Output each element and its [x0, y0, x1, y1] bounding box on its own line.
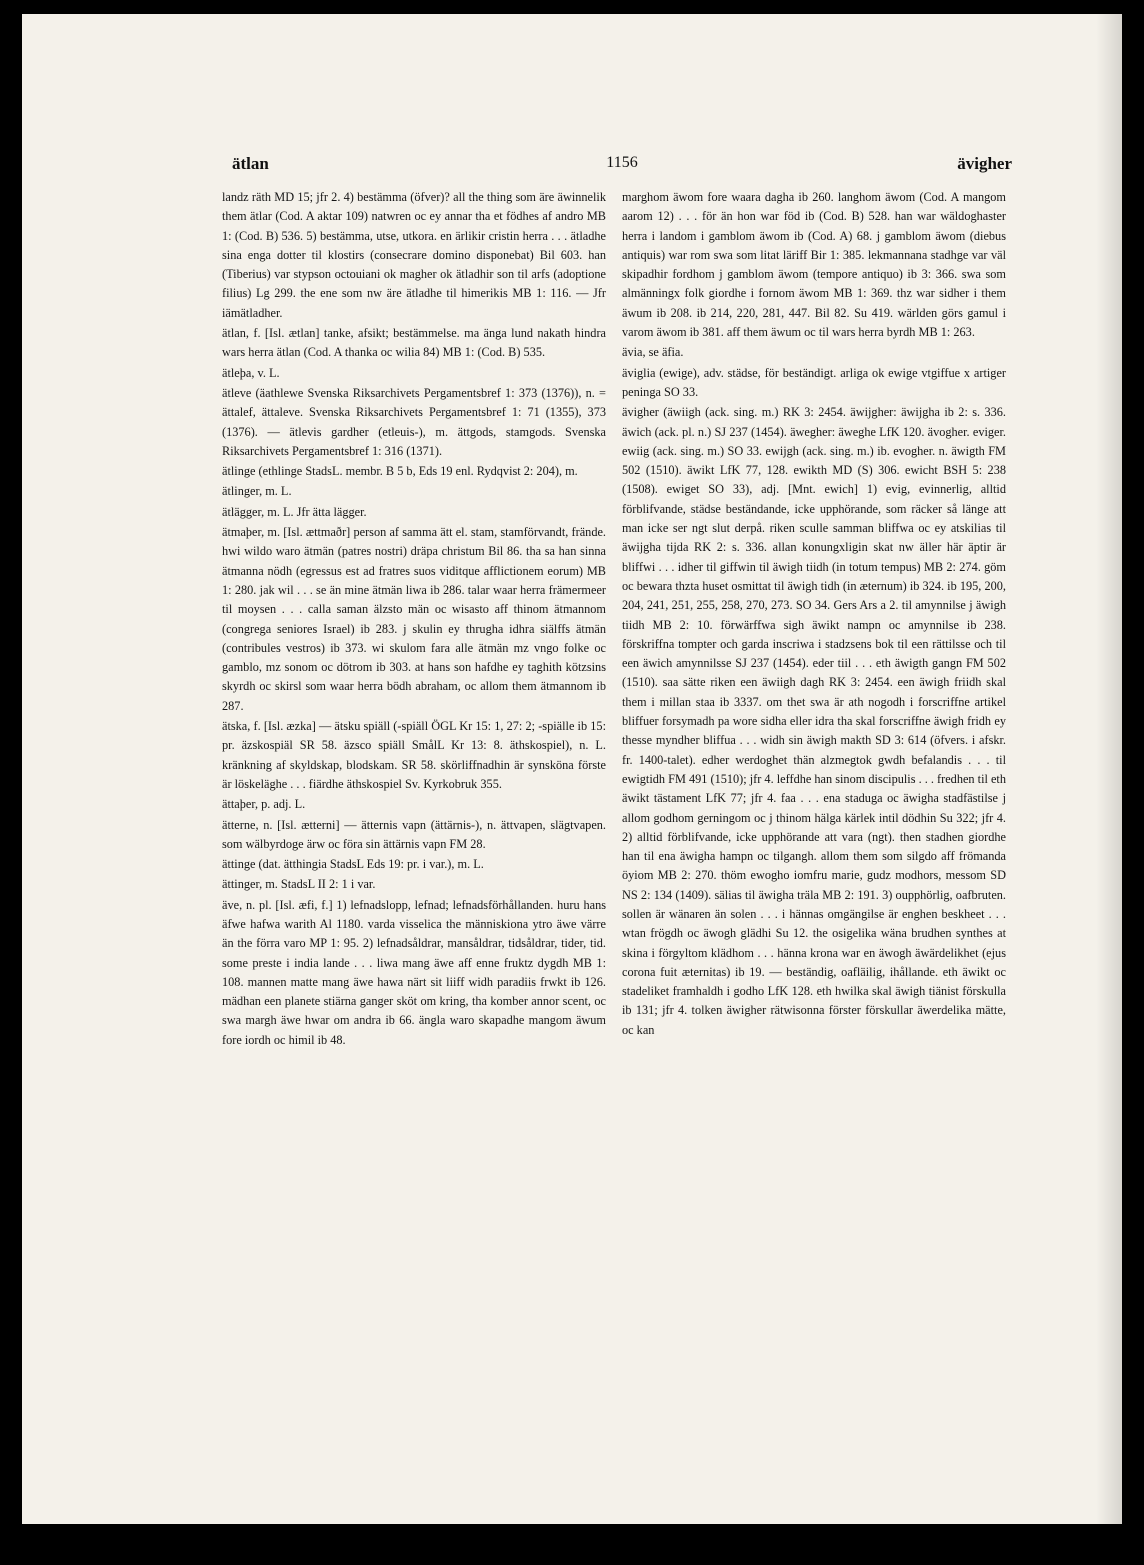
entry-paragraph: äviglia (ewige), adv. städse, för beständigt. arliga ok ewige vtgiffue x artiger peninga SO 33.	[622, 365, 1006, 399]
running-header	[232, 154, 1012, 178]
entry-paragraph: äve, n. pl. [Isl. æfi, f.] 1) lefnadslopp, lefnad; lefnadsförhållanden. huru hans äfwe hafwa warith Al 1180. varda visselica the människiona ytro äwe värre än the förra varo MP 1: 95. 2) lefnadsåldrar, mansåldrar, tidsåldrar, tider, tid. some preste i india lande . . . liwa mang äwe aff enne fruktz dygdh MB 1: 108. mannen matte mang äwe hawa närt sit liiff widh paradiis frwkt ib 126. mädhan een planete stiärna ganger sköt om kring, tha komber annor scent, oc swa margh äwe hwar om andra ib 66. ängla waro skapadhe mangom äwum fore iordh oc himil ib 48.	[222, 897, 606, 1047]
left-column	[222, 188, 606, 1050]
entry-paragraph: ätleþa, v. L.	[222, 365, 280, 380]
entry-paragraph: ätleve (äathlewe Svenska Riksarchivets Pergamentsbref 1: 373 (1376)), n. = ättalef, ättaleve. Svenska Riksarchivets Pergamentsbref 1: 71 (1355), 373 (1376). — ätlevis gardher (etleuis-), m. ättgods, stamgods. Svenska Riksarchivets Pergamentsbref 1: 316 (1371).	[222, 385, 606, 458]
entry-paragraph: ättinge (dat. ätthingia StadsL Eds 19: pr. i var.), m. L.	[222, 857, 484, 872]
page-number: 1156	[606, 154, 638, 171]
entry-paragraph: marghom äwom fore waara dagha ib 260. langhom äwom (Cod. A mangom aarom 12) . . . för än hon war föd ib (Cod. B) 528. han war wäldoghaster herra i landom i gamblom äwom ib (Cod. A) 68. j gamblom äwom (diebus antiquis) war rom swa som litat läriff Bir 1: 385. lekmannana stadhge var väl skipadhir fordhom j gamblom äwom (tempore antiquo) ib 3: 366. swa som almänningx folk giordhe i fornom äwom MB 1: 369. thz war sidher i them äwum ib 208. ib 214, 220, 281, 447. Bil 82. Su 419. wärlden görs gamul i varom äwom ib 381. aff them äwum oc til wars herra byrdh MB 1: 263.	[622, 190, 1006, 340]
header-left-word: ätlan	[232, 154, 269, 173]
entry-paragraph: ävia, se äfia.	[622, 345, 684, 360]
entry-paragraph: landz räth MD 15; jfr 2. 4) bestämma (öfver)? all the thing som äre äwinnelik them ätlar (Cod. A aktar 109) natwren oc ey annar tha et födhes af andro MB 1: (Cod. B) 536. 5) bestämma, utse, utkora. en ärlikir cristin herra . . . ätladhe sina enga dotter til klostirs (consecrare domino disponebat) Bil 603. han (Tiberius) var stypson octouiani ok magher ok ätladhir son til arfs (adoptione filius) Lg 299. the ene som nw äre ätladhe til himerikis MB 1: 116. — Jfr iämätladher.	[222, 190, 606, 320]
entry-paragraph: ätlinger, m. L.	[222, 484, 292, 499]
entry-paragraph: ättaþer, p. adj. L.	[222, 797, 306, 812]
binding-shadow	[1096, 14, 1122, 1524]
dictionary-page	[22, 14, 1122, 1524]
entry-paragraph: ätterne, n. [Isl. ætterni] — ätternis vapn (ättärnis-), n. ättvapen, slägtvapen. som wälbyrdoge ärw oc föra sin ättärnis vapn FM 28.	[222, 817, 606, 851]
entry-paragraph: ättinger, m. StadsL II 2: 1 i var.	[222, 877, 376, 892]
entry-paragraph: ätlägger, m. L. Jfr ätta lägger.	[222, 504, 367, 519]
right-column	[622, 188, 1006, 1040]
entry-paragraph: ätlan, f. [Isl. ætlan] tanke, afsikt; bestämmelse. ma änga lund nakath hindra wars herra ätlan (Cod. A thanka oc wilia 84) MB 1: (Cod. B) 535.	[222, 326, 606, 360]
entry-paragraph: ävigher (äwiigh (ack. sing. m.) RK 3: 2454. äwijgher: äwijgha ib 2: s. 336. äwich (ack. pl. n.) SJ 237 (1454). äwegher: äweghe LfK 120. ävogher. eviger. ewiig (ack. sing. m.) SO 33. ewijgh (ack. sing. m.) ib. evogher. n. äwigth FM 502 (1510). äwikt LfK 77, 128. ewikth MD (S) 306. ewicht BSH 5: 238 (1508). ewiget SO 33), adj. [Mnt. ewich] 1) evig, evinnerlig, alltid förblifvande, städse beständande, icke upphörande, som räcker så länge att man icke ser ngt slut derpå. riken sculle samman bliffwa oc ey atskilias til äwijgha tijda RK 2: s. 336. allan konungxligin skat nw äller här äptir är bliffwi . . . idher til giffwin til äwigh tiidh (in totum tempus) MB 2: 274. göm oc bewara thzta huset osmittat til äwigh tidh (in æternum) ib 324. ib 195, 200, 204, 241, 251, 255, 258, 270, 273. SO 34. Gers Ars a 2. til amynnilse j äwigh tiidh MB 2: 10. förwärffwa sigh äwikt nampn oc amynnilse ib 238. förskriffna tompter och garda inscriwa i stadzsens bok til een rättilsse och til een äwich amynnilsse SJ 237 (1454). eder tiil . . . eth äwigth gangn FM 502 (1510). saa sätte riken een äwiigh dagh RK 3: 2454. een äwigh friidh skal them i millan staa ib 3337. om thet swa är ath nogodh i forscriffne artikel bliffuer forsymadh pa wore sidha eller idra tha skal forscriffne äwigh fridh ey thesse myndher bliffua . . . widh sin äwigh makth SD 3: 614 (öfvers. i afskr. fr. 1400-talet). edher werdoghet thän alzmegtok gwdh befalandis . . . til ewigtidh FM 491 (1510); jfr 4. leffdhe han sinom discipulis . . . fredhen til eth äwikt tästament LfK 77; jfr 4. faa . . . ena staduga oc äwigha stadfästilse j allom godhom gerningom oc j thinom hälga kärlek intil dödhin Su 322; jfr 4. 2) alltid förblifvande, icke upphörande att vara (ngt). then stadhen giordhe han til ena äwigha hampn oc tilgangh. allom them som silgdo aff frömanda öyiom MB 2: 270. thöm ewogho iomfru marie, gudz modhors, messom SD NS 2: 134 (1409). sälias til äwigha träla MB 2: 191. 3) oupphörlig, oafbruten. sollen är wänaren än solen . . . i hännas omgängilse är enghen beskheet . . . wtan frögdh oc äwogh glädhi Su 12. the osigelika wäna brudhen synthes at skina i förgyltom klädhom . . . hänna krona war en äwogh äwärdelikhet (ejus corona fuit æternitas) ib 19. — beständig, oafläilig, ihållande. eth äwikt oc stadeliket framhaldh i godho LfK 128. eth hwilka skal äwigh tiänist förskulla ib 131; jfr 4. tolken äwigher rätwisonna förster förskullar äwerdelika mätte, oc kan	[622, 405, 1006, 1037]
header-right-word: ävigher	[957, 154, 1012, 173]
entry-paragraph: ätska, f. [Isl. æzka] — ätsku spiäll (-spiäll ÖGL Kr 15: 1, 27: 2; -spiälle ib 15: pr. äzskospiäl SR 58. äzsco spiäll SmålL Kr 13: 8. äthskospiel), n. L. kränkning af skyldskap, blodskam. SR 58. skörliffnadhin är synsköna förste är löskeläghe . . . fiärdhe äthskospiel Sv. Kyrkobruk 355.	[222, 719, 606, 791]
entry-paragraph: ätlinge (ethlinge StadsL. membr. B 5 b, Eds 19 enl. Rydqvist 2: 204), m.	[222, 464, 578, 479]
entry-paragraph: ätmaþer, m. [Isl. ættmaðr] person af samma ätt el. stam, stamförvandt, frände. hwi wildo waro ätmän (patres nostri) dräpa christum Bil 86. tha sa han sinna ätmanna nödh (egressus est ad fratres suos viditque afflictionem eorum) MB 1: 280. jak wil . . . se än mine ätmän liwa ib 286. talar waar herra främermeer til moysen . . . calla saman älzsto män oc wisasto aff thinom ätmannom (congrega seniores Israel) ib 283. j skulin ey thrugha idhra siälffs ätmän (contribules vestros) ib 373. wi skulom fara alle ätmän mz vngo folke oc gamblo, mz sonom oc dötrom ib 303. at hans son hafdhe ey taghith kötzsins skyrdh oc skirsl som waar herra bödh abraham, oc allom them ätmannom ib 287.	[222, 525, 606, 713]
